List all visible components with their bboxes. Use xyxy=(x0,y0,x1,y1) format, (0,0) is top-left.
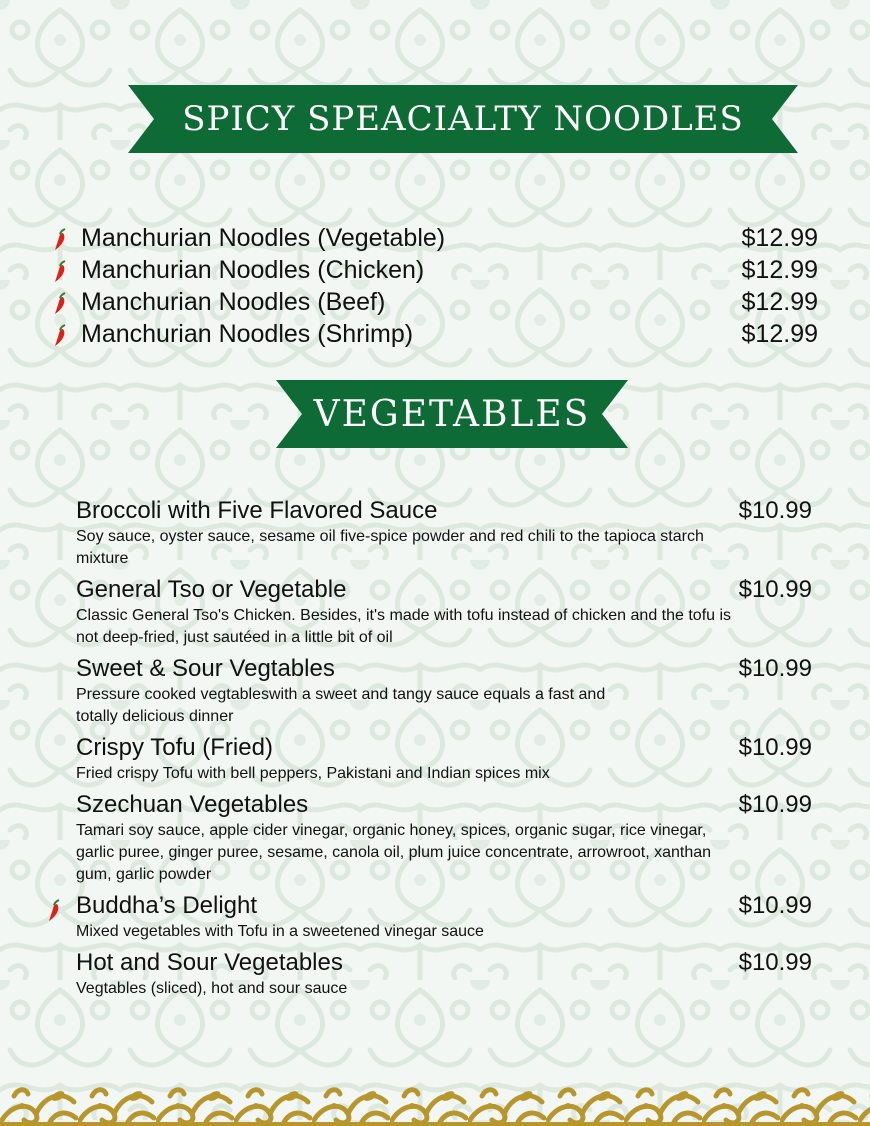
menu-item xyxy=(52,254,818,286)
menu-item-price: $10.99 xyxy=(738,497,812,524)
menu-item-name: Broccoli with Five Flavored Sauce xyxy=(76,497,438,524)
menu-item xyxy=(76,790,812,886)
menu-item-price: $10.99 xyxy=(738,949,812,976)
vegetables-list xyxy=(76,496,812,1005)
menu-item-name: General Tso or Vegetable xyxy=(76,576,347,603)
menu-item-description: Fried crispy Tofu with bell peppers, Pakistani and Indian spices mix xyxy=(76,765,550,782)
gold-ornamental-border xyxy=(0,1076,870,1126)
chili-pepper-icon xyxy=(52,228,68,252)
chili-pepper-icon xyxy=(52,260,68,284)
menu-item-price: $12.99 xyxy=(741,288,818,316)
chili-pepper-icon xyxy=(52,292,68,316)
chili-pepper-icon xyxy=(46,899,62,923)
menu-item-name: Hot and Sour Vegetables xyxy=(76,949,343,976)
menu-item-name: Manchurian Noodles (Beef) xyxy=(81,288,386,316)
menu-item-description: Vegtables (sliced), hot and sour sauce xyxy=(76,980,348,997)
menu-item-description: Classic General Tso's Chicken. Besides, it's made with tofu instead of chicken and the tofu is not deep-fried, just sautéed in a little bit of oil xyxy=(76,607,732,646)
menu-item-price: $10.99 xyxy=(738,791,812,818)
menu-item-name: Manchurian Noodles (Vegetable) xyxy=(81,224,446,252)
menu-item-price: $10.99 xyxy=(738,655,812,682)
menu-item-name: Szechuan Vegetables xyxy=(76,791,309,818)
menu-item xyxy=(52,286,818,318)
menu-item-name: Manchurian Noodles (Chicken) xyxy=(81,256,425,284)
menu-item-description: Mixed vegetables with Tofu in a sweetened vinegar sauce xyxy=(76,923,484,940)
menu-item xyxy=(76,891,812,943)
menu-item-name: Buddha’s Delight xyxy=(76,892,258,919)
menu-item-description: Pressure cooked vegtableswith a sweet and tangy sauce equals a fast and totally delicious dinner xyxy=(76,686,606,725)
menu-item-price: $10.99 xyxy=(738,892,812,919)
vegetables-section-banner xyxy=(276,380,628,448)
menu-item xyxy=(76,575,812,649)
vegetables-section-title: VEGETABLES xyxy=(313,393,591,435)
menu-item xyxy=(52,222,818,254)
menu-item xyxy=(76,733,812,785)
menu-item-name: Sweet & Sour Vegtables xyxy=(76,655,335,682)
noodles-section-title: SPICY SPEACIALTY NOODLES xyxy=(182,99,744,139)
menu-item xyxy=(76,496,812,570)
menu-item-price: $10.99 xyxy=(738,576,812,603)
menu-item-price: $10.99 xyxy=(738,734,812,761)
menu-item-name: Crispy Tofu (Fried) xyxy=(76,734,273,761)
noodles-list xyxy=(52,222,818,350)
menu-item-description: Soy sauce, oyster sauce, sesame oil five-spice powder and red chili to the tapioca starch mixture xyxy=(76,528,704,567)
menu-item xyxy=(52,318,818,350)
menu-item xyxy=(76,654,812,728)
chili-pepper-icon xyxy=(52,324,68,348)
menu-item-name: Manchurian Noodles (Shrimp) xyxy=(81,320,414,348)
menu-item-price: $12.99 xyxy=(741,224,818,252)
menu-item-price: $12.99 xyxy=(741,320,818,348)
menu-item-description: Tamari soy sauce, apple cider vinegar, organic honey, spices, organic sugar, rice vinegar, garlic puree, ginger puree, sesame, canola oil, plum juice concentrate, arrowroot, xanthan gum, garlic powder xyxy=(76,822,712,883)
noodles-section-banner xyxy=(128,85,798,153)
menu-item-price: $12.99 xyxy=(741,256,818,284)
menu-item xyxy=(76,948,812,1000)
